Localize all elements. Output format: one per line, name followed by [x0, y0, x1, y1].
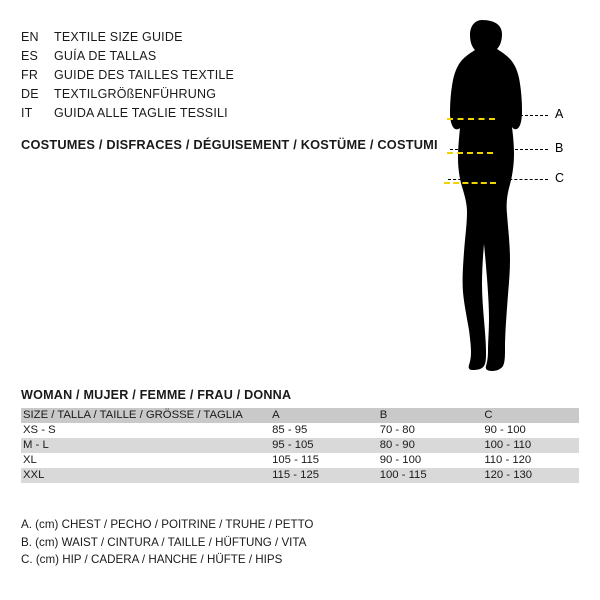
measure-line-b [450, 149, 548, 150]
column-header-c: C [484, 409, 493, 421]
cell-a: 85 - 95 [272, 424, 308, 436]
cell-b: 70 - 80 [379, 424, 415, 436]
cell-a: 95 - 105 [272, 439, 314, 451]
cell-c: 120 - 130 [484, 469, 533, 481]
table-group-title: WOMAN / MUJER / FEMME / FRAU / DONNA [21, 388, 292, 402]
measure-label-b: B [555, 141, 564, 155]
costumes-heading: COSTUMES / DISFRACES / DÉGUISEMENT / KOSTÜME / COSTUMI [21, 137, 438, 152]
cell-c: 100 - 110 [484, 439, 532, 451]
language-row [21, 106, 381, 125]
waist-highlight-dash [447, 152, 493, 154]
cell-size: M - L [23, 439, 49, 451]
cell-a: 115 - 125 [272, 469, 320, 481]
language-code: ES [21, 49, 39, 63]
table-row [21, 453, 579, 468]
language-title: GUÍA DE TALLAS [54, 49, 157, 63]
measurement-legend [21, 516, 313, 569]
column-header-b: B [379, 409, 388, 421]
language-code: DE [21, 87, 39, 101]
language-row [21, 68, 381, 87]
language-code: IT [21, 106, 33, 120]
column-header-size: SIZE / TALLA / TAILLE / GRÖSSE / TAGLIA [23, 409, 243, 421]
figure-area [400, 18, 590, 373]
hip-highlight-dash [444, 182, 496, 184]
table-row [21, 423, 579, 438]
size-table [21, 408, 579, 483]
size-table-section [21, 388, 579, 483]
measure-label-c: C [555, 171, 565, 185]
language-title: GUIDA ALLE TAGLIE TESSILI [54, 106, 228, 120]
cell-size: XXL [23, 469, 45, 481]
table-header-row [21, 408, 579, 423]
cell-size: XS - S [23, 424, 56, 436]
table-row [21, 438, 579, 453]
legend-line-b: B. (cm) WAIST / CINTURA / TAILLE / HÜFTUNG / VITA [21, 535, 307, 549]
language-title: TEXTILE SIZE GUIDE [54, 30, 183, 44]
language-row [21, 49, 381, 68]
language-title: GUIDE DES TAILLES TEXTILE [54, 68, 235, 82]
legend-line-c: C. (cm) HIP / CADERA / HANCHE / HÜFTE / HIPS [21, 553, 283, 566]
measure-line-c [448, 179, 548, 180]
measure-line-a [450, 115, 548, 116]
language-row [21, 30, 381, 49]
cell-size: XL [23, 454, 37, 466]
table-row [21, 468, 579, 483]
column-header-a: A [272, 409, 280, 421]
cell-c: 90 - 100 [484, 424, 526, 436]
cell-b: 90 - 100 [379, 454, 422, 466]
woman-silhouette-icon [422, 18, 542, 373]
measure-label-a: A [555, 107, 564, 121]
language-title: TEXTILGRÖßENFÜHRUNG [54, 87, 217, 101]
language-code: EN [21, 30, 39, 44]
language-code: FR [21, 68, 39, 82]
chest-highlight-dash [447, 118, 495, 120]
language-row [21, 87, 381, 106]
legend-line-a: A. (cm) CHEST / PECHO / POITRINE / TRUHE / PETTO [21, 518, 314, 531]
cell-c: 110 - 120 [484, 454, 532, 466]
cell-a: 105 - 115 [272, 454, 320, 466]
cell-b: 80 - 90 [379, 439, 415, 451]
language-list [21, 30, 381, 125]
cell-b: 100 - 115 [379, 469, 427, 481]
